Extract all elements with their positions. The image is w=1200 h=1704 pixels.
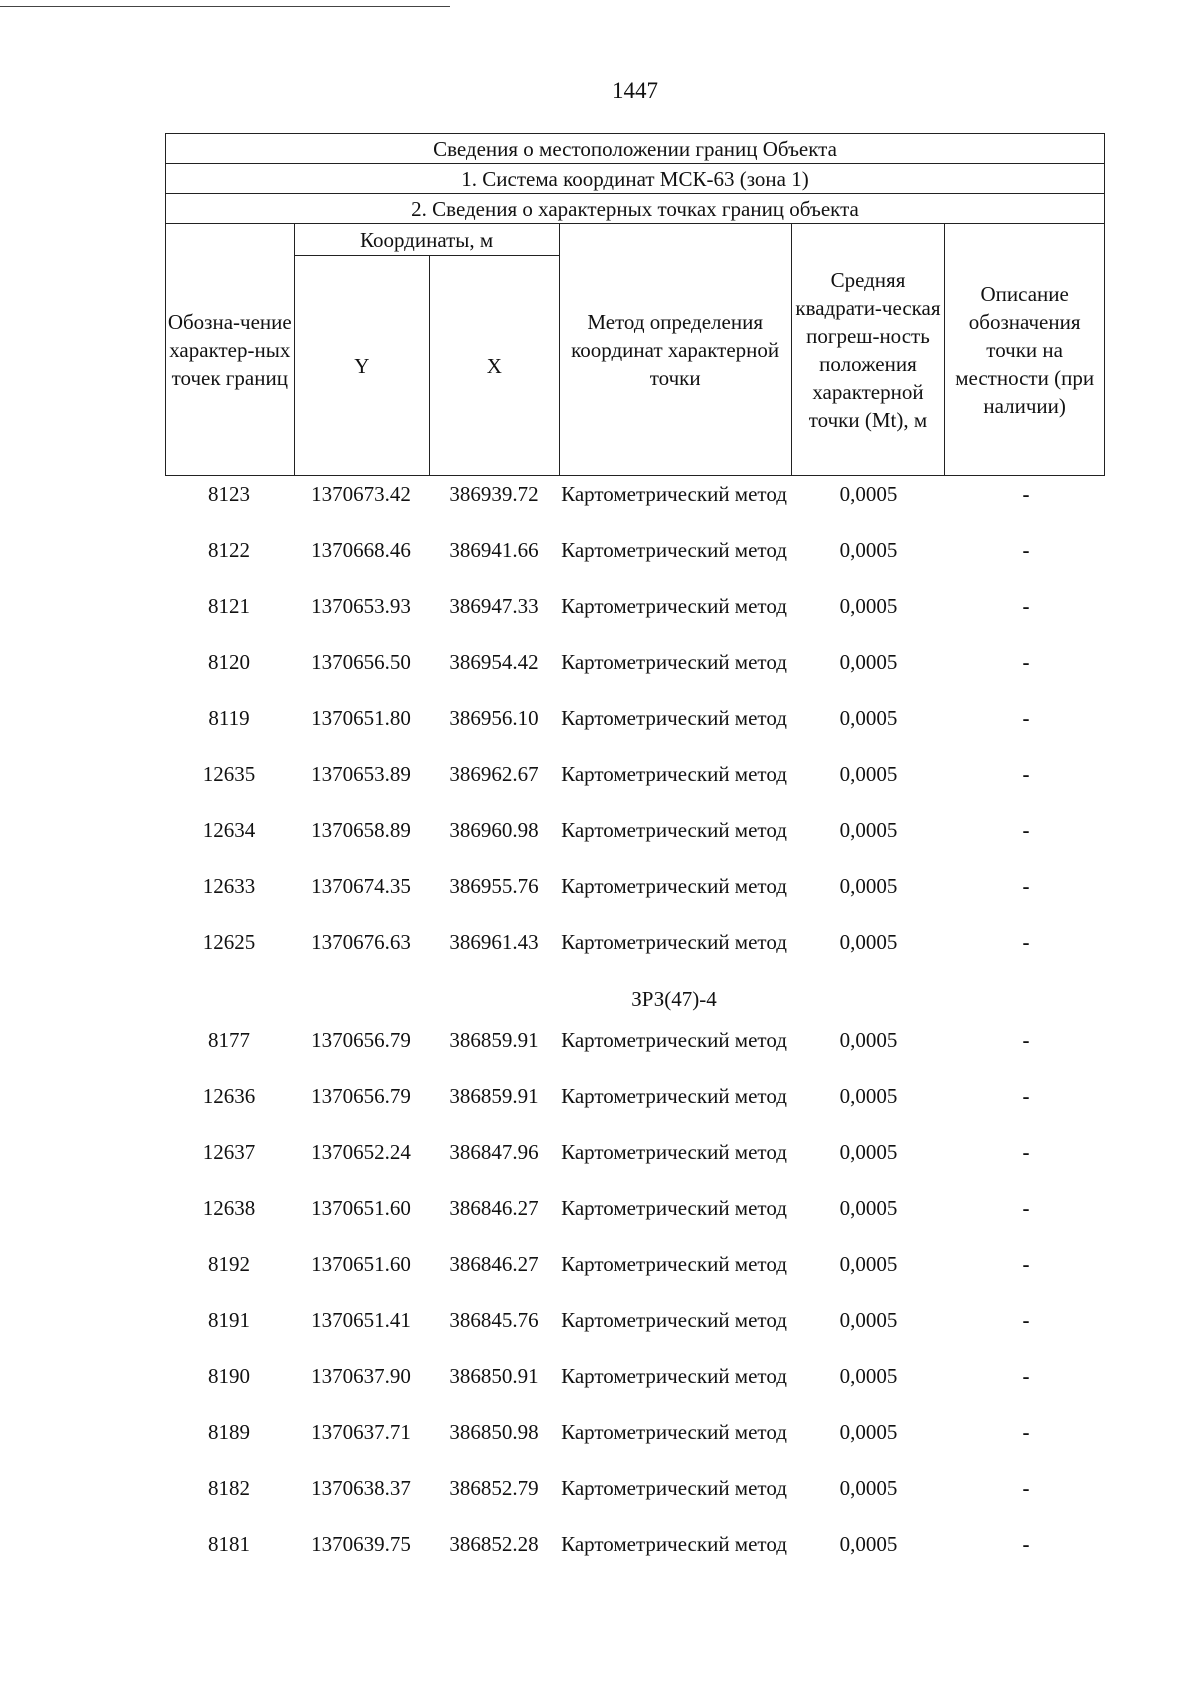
- description: -: [1022, 650, 1030, 674]
- method: Картометрический метод: [561, 818, 787, 842]
- error-value: 0,0005: [839, 930, 898, 954]
- coord-x: 386955.76: [449, 874, 539, 898]
- method: Картометрический метод: [561, 1084, 787, 1108]
- table-row: [165, 872, 1105, 928]
- error-value: 0,0005: [839, 706, 898, 730]
- method: Картометрический метод: [561, 762, 787, 786]
- coord-y: 1370668.46: [311, 538, 411, 562]
- group-label: ЗРЗ(47)-4: [631, 987, 717, 1011]
- table-row: [165, 760, 1105, 816]
- table-row: [165, 1026, 1105, 1082]
- error-value: 0,0005: [839, 1028, 898, 1052]
- point-id: 8119: [208, 706, 250, 730]
- col-coordinates: Координаты, м: [294, 224, 559, 256]
- method: Картометрический метод: [561, 706, 787, 730]
- coord-y: 1370651.80: [311, 706, 411, 730]
- error-value: 0,0005: [839, 1364, 898, 1388]
- table-row: [165, 592, 1105, 648]
- table-row: [165, 648, 1105, 704]
- method: Картометрический метод: [561, 1364, 787, 1388]
- coord-x: 386939.72: [449, 482, 539, 506]
- method: Картометрический метод: [561, 1420, 787, 1444]
- table-row: [165, 1362, 1105, 1418]
- point-id: 12634: [202, 818, 256, 842]
- coord-y: 1370674.35: [311, 874, 411, 898]
- point-id: 8122: [208, 538, 250, 562]
- coord-y: 1370653.89: [311, 762, 411, 786]
- coord-x: 386852.28: [449, 1532, 539, 1556]
- description: -: [1022, 594, 1030, 618]
- table-row: [165, 1082, 1105, 1138]
- error-value: 0,0005: [839, 1252, 898, 1276]
- method: Картометрический метод: [561, 650, 787, 674]
- col-method: Метод определения координат характерной точки: [559, 224, 791, 476]
- point-id: 8189: [208, 1420, 250, 1444]
- point-id: 8192: [208, 1252, 250, 1276]
- col-x: X: [430, 256, 560, 476]
- description: -: [1022, 706, 1030, 730]
- method: Картометрический метод: [561, 538, 787, 562]
- description: -: [1022, 1028, 1030, 1052]
- coord-y: 1370653.93: [311, 594, 411, 618]
- coord-x: 386845.76: [449, 1308, 539, 1332]
- error-value: 0,0005: [839, 1140, 898, 1164]
- coord-x: 386846.27: [449, 1196, 539, 1220]
- coord-y: 1370656.79: [311, 1028, 411, 1052]
- table-row: [165, 480, 1105, 536]
- col-description: Описание обозначения точки на местности (при наличии): [945, 224, 1105, 476]
- table-row: [165, 1250, 1105, 1306]
- coord-y: 1370638.37: [311, 1476, 411, 1500]
- point-id: 8182: [208, 1476, 250, 1500]
- coordinates-body: [165, 480, 1105, 1586]
- col-designation: Обозна-чение характер-ных точек границ: [166, 224, 295, 476]
- point-id: 8123: [208, 482, 250, 506]
- col-error: Средняя квадрати-ческая погреш-ность положения характерной точки (Mt), м: [791, 224, 945, 476]
- method: Картометрический метод: [561, 482, 787, 506]
- error-value: 0,0005: [839, 818, 898, 842]
- coord-y: 1370658.89: [311, 818, 411, 842]
- col-y: Y: [294, 256, 430, 476]
- coord-y: 1370656.79: [311, 1084, 411, 1108]
- description: -: [1022, 1252, 1030, 1276]
- table-row: [165, 1418, 1105, 1474]
- coord-x: 386859.91: [449, 1084, 539, 1108]
- error-value: 0,0005: [839, 650, 898, 674]
- point-id: 12638: [202, 1196, 256, 1220]
- coord-x: 386962.67: [449, 762, 539, 786]
- page-number: 1447: [612, 78, 658, 103]
- point-id: 12633: [202, 874, 256, 898]
- description: -: [1022, 1140, 1030, 1164]
- table-row: [165, 816, 1105, 872]
- error-value: 0,0005: [839, 594, 898, 618]
- coord-x: 386850.98: [449, 1420, 539, 1444]
- point-id: 8177: [208, 1028, 250, 1052]
- error-value: 0,0005: [839, 874, 898, 898]
- coord-x: 386941.66: [449, 538, 539, 562]
- coord-x: 386954.42: [449, 650, 539, 674]
- table-row: [165, 1194, 1105, 1250]
- coord-y: 1370639.75: [311, 1532, 411, 1556]
- coord-y: 1370651.41: [311, 1308, 411, 1332]
- coord-y: 1370651.60: [311, 1252, 411, 1276]
- coord-x: 386847.96: [449, 1140, 539, 1164]
- method: Картометрический метод: [561, 1476, 787, 1500]
- description: -: [1022, 762, 1030, 786]
- method: Картометрический метод: [561, 930, 787, 954]
- coord-x: 386846.27: [449, 1252, 539, 1276]
- table-row: [165, 536, 1105, 592]
- coord-x: 386859.91: [449, 1028, 539, 1052]
- point-id: 8190: [208, 1364, 250, 1388]
- table-row: [165, 1474, 1105, 1530]
- method: Картометрический метод: [561, 1532, 787, 1556]
- method: Картометрический метод: [561, 594, 787, 618]
- coord-x: 386956.10: [449, 706, 539, 730]
- table-row: [165, 928, 1105, 984]
- description: -: [1022, 930, 1030, 954]
- point-id: 8181: [208, 1532, 250, 1556]
- description: -: [1022, 482, 1030, 506]
- coord-x: 386960.98: [449, 818, 539, 842]
- point-id: 8120: [208, 650, 250, 674]
- coordinate-system: 1. Система координат МСК-63 (зона 1): [166, 164, 1105, 194]
- description: -: [1022, 874, 1030, 898]
- point-id: 12637: [202, 1140, 256, 1164]
- method: Картометрический метод: [561, 874, 787, 898]
- error-value: 0,0005: [839, 1308, 898, 1332]
- coord-y: 1370651.60: [311, 1196, 411, 1220]
- error-value: 0,0005: [839, 1532, 898, 1556]
- coord-y: 1370656.50: [311, 650, 411, 674]
- point-id: 12625: [202, 930, 256, 954]
- description: -: [1022, 1532, 1030, 1556]
- point-id: 8121: [208, 594, 250, 618]
- method: Картометрический метод: [561, 1196, 787, 1220]
- description: -: [1022, 818, 1030, 842]
- point-id: 8191: [208, 1308, 250, 1332]
- method: Картометрический метод: [561, 1252, 787, 1276]
- table-row: [165, 704, 1105, 760]
- error-value: 0,0005: [839, 482, 898, 506]
- rows-group-a: [165, 480, 1105, 984]
- method: Картометрический метод: [561, 1140, 787, 1164]
- table-row: [165, 1138, 1105, 1194]
- coord-y: 1370637.71: [311, 1420, 411, 1444]
- description: -: [1022, 1308, 1030, 1332]
- group-heading: [165, 984, 1105, 1026]
- description: -: [1022, 1476, 1030, 1500]
- description: -: [1022, 1196, 1030, 1220]
- section-title: 2. Сведения о характерных точках границ объекта: [166, 194, 1105, 224]
- point-id: 12636: [202, 1084, 256, 1108]
- error-value: 0,0005: [839, 762, 898, 786]
- description: -: [1022, 538, 1030, 562]
- coord-y: 1370673.42: [311, 482, 411, 506]
- table-title: Сведения о местоположении границ Объекта: [166, 134, 1105, 164]
- point-id: 12635: [202, 762, 256, 786]
- coordinates-header-table: [165, 133, 1105, 476]
- method: Картометрический метод: [561, 1308, 787, 1332]
- method: Картометрический метод: [561, 1028, 787, 1052]
- description: -: [1022, 1084, 1030, 1108]
- coord-y: 1370652.24: [311, 1140, 411, 1164]
- error-value: 0,0005: [839, 1196, 898, 1220]
- coord-x: 386852.79: [449, 1476, 539, 1500]
- table-row: [165, 1530, 1105, 1586]
- error-value: 0,0005: [839, 1420, 898, 1444]
- coord-y: 1370637.90: [311, 1364, 411, 1388]
- coord-x: 386961.43: [449, 930, 539, 954]
- error-value: 0,0005: [839, 1084, 898, 1108]
- description: -: [1022, 1364, 1030, 1388]
- top-rule: [0, 6, 450, 7]
- coord-y: 1370676.63: [311, 930, 411, 954]
- rows-group-b: [165, 1026, 1105, 1586]
- description: -: [1022, 1420, 1030, 1444]
- coord-x: 386850.91: [449, 1364, 539, 1388]
- coord-x: 386947.33: [449, 594, 539, 618]
- error-value: 0,0005: [839, 538, 898, 562]
- table-row: [165, 1306, 1105, 1362]
- error-value: 0,0005: [839, 1476, 898, 1500]
